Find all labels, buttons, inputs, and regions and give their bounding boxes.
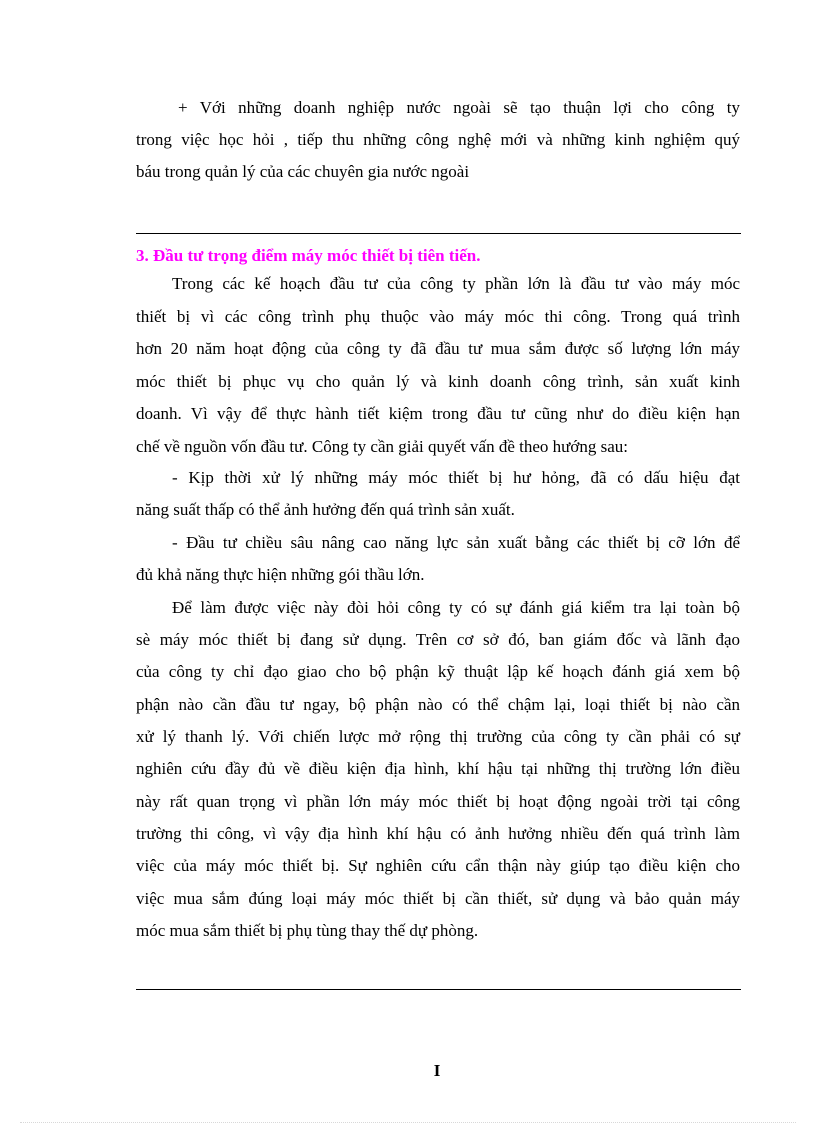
section-heading: 3. Đầu tư trọng điểm máy móc thiết bị tiên tiến. — [136, 246, 481, 265]
text-line: thiết bị vì các công trình phụ thuộc vào máy móc thi công. Trong quá trình — [136, 307, 740, 326]
text-line: xử lý thanh lý. Với chiến lược mở rộng thị trường của công ty cần phải có sự — [136, 727, 740, 746]
text-line: của công ty chỉ đạo giao cho bộ phận kỹ thuật lập kế hoạch đánh giá xem bộ — [136, 662, 740, 681]
text-line: - Đầu tư chiều sâu nâng cao năng lực sản xuất bằng các thiết bị cỡ lớn để — [172, 533, 740, 552]
text-line: năng suất thấp có thể ảnh hưởng đến quá trình sản xuất. — [136, 500, 515, 519]
text-line: doanh. Vì vậy để thực hành tiết kiệm trong đầu tư cũng như do điều kiện hạn — [136, 404, 740, 423]
text-line: việc mua sắm đúng loại máy móc thiết bị cần thiết, sử dụng và bảo quản máy — [136, 889, 740, 908]
text-line: trường thi công, vì vậy địa hình khí hậu có ảnh hưởng nhiều đến quá trình làm — [136, 824, 740, 843]
text-line: hơn 20 năm hoạt động của công ty đã đầu tư mua sắm được số lượng lớn máy — [136, 339, 740, 358]
text-line: đủ khả năng thực hiện những gói thầu lớn. — [136, 565, 425, 584]
text-line: Để làm được việc này đòi hỏi công ty có sự đánh giá kiểm tra lại toàn bộ — [172, 598, 740, 617]
text-line: Trong các kế hoạch đầu tư của công ty phần lớn là đầu tư vào máy móc — [172, 274, 740, 293]
divider-bottom — [136, 989, 741, 990]
text-line: chế về nguồn vốn đầu tư. Công ty cần giải quyết vấn đề theo hướng sau: — [136, 437, 628, 456]
text-line: việc của máy móc thiết bị. Sự nghiên cứu cẩn thận này giúp tạo điều kiện cho — [136, 856, 740, 875]
page-number: I — [433, 1061, 441, 1080]
text-line: phận nào cần đầu tư ngay, bộ phận nào có thể chậm lại, loại thiết bị nào cần — [136, 695, 740, 714]
text-line: nghiên cứu đầy đủ về điều kiện địa hình, khí hậu tại những thị trường lớn điều — [136, 759, 740, 778]
divider-top — [136, 233, 741, 234]
text-line: móc thiết bị phục vụ cho quản lý và kinh doanh công trình, sản xuất kinh — [136, 372, 740, 391]
text-line: - Kịp thời xử lý những máy móc thiết bị hư hỏng, đã có dấu hiệu đạt — [172, 468, 740, 487]
text-line: móc mua sắm thiết bị phụ tùng thay thế dự phòng. — [136, 921, 479, 940]
text-line: sè máy móc thiết bị đang sử dụng. Trên cơ sở đó, ban giám đốc và lãnh đạo — [136, 630, 740, 649]
text-line: này rất quan trọng vì phần lớn máy móc thiết bị hoạt động ngoài trời tại công — [136, 792, 740, 811]
text-line: + Với những doanh nghiệp nước ngoài sẽ tạo thuận lợi cho công ty — [178, 98, 740, 117]
text-line: trong việc học hỏi , tiếp thu những công nghệ mới và những kinh nghiệm quý — [136, 130, 740, 149]
text-line: báu trong quản lý của các chuyên gia nước ngoài — [136, 162, 470, 181]
